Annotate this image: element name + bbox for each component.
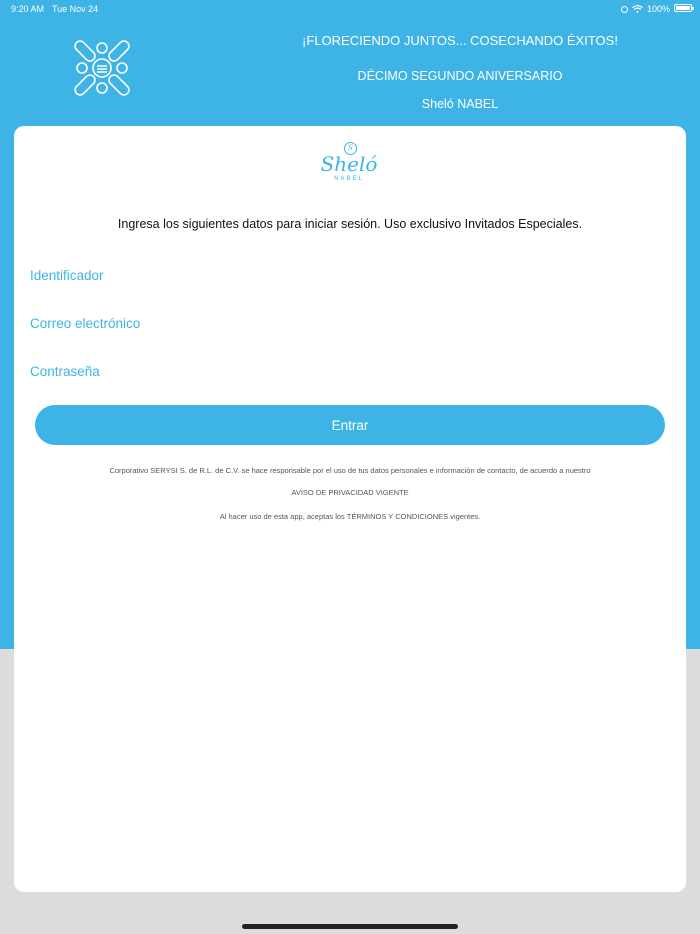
wifi-icon xyxy=(632,5,643,13)
terms-notice[interactable]: Al hacer uso de esta app, aceptas los TÉRMINOS Y CONDICIONES vigentes. xyxy=(219,512,481,521)
email-input[interactable] xyxy=(30,311,650,335)
battery-fill xyxy=(676,6,690,10)
status-right xyxy=(621,4,670,14)
submit-button[interactable]: Entrar xyxy=(35,405,665,445)
password-input[interactable] xyxy=(30,359,650,383)
hands-flower-emblem-icon xyxy=(64,30,140,106)
battery-icon xyxy=(674,4,692,12)
header-brand: Sheló NABEL xyxy=(421,97,499,111)
status-time: 9:20 AM xyxy=(11,4,45,14)
home-indicator[interactable] xyxy=(242,924,458,929)
battery-percent: 100% xyxy=(646,4,670,14)
privacy-notice-link[interactable]: AVISO DE PRIVACIDAD VIGENTE xyxy=(291,488,409,497)
location-icon xyxy=(621,6,628,13)
login-instructions: Ingresa los siguientes datos para iniciar sesión. Uso exclusivo Invitados Especiales. xyxy=(117,217,583,231)
brand-sub: NABEL xyxy=(334,176,364,182)
brand-s-icon: S xyxy=(344,142,357,155)
login-card xyxy=(14,126,686,892)
status-bar xyxy=(0,0,700,18)
brand-logo xyxy=(314,142,384,188)
identifier-input[interactable] xyxy=(30,263,650,287)
legal-disclaimer: Corporativo SERYSI S. de R.L. de C.V. se hace responsable por el uso de tus datos personales e información de contacto, de acuerdo a nuestro xyxy=(109,466,591,475)
brand-name: Sheló xyxy=(320,152,378,176)
header-anniversary: DÉCIMO SEGUNDO ANIVERSARIO xyxy=(357,69,563,83)
header-slogan: ¡FLORECIENDO JUNTOS... COSECHANDO ÉXITOS! xyxy=(302,33,618,48)
status-date: Tue Nov 24 xyxy=(52,4,99,14)
